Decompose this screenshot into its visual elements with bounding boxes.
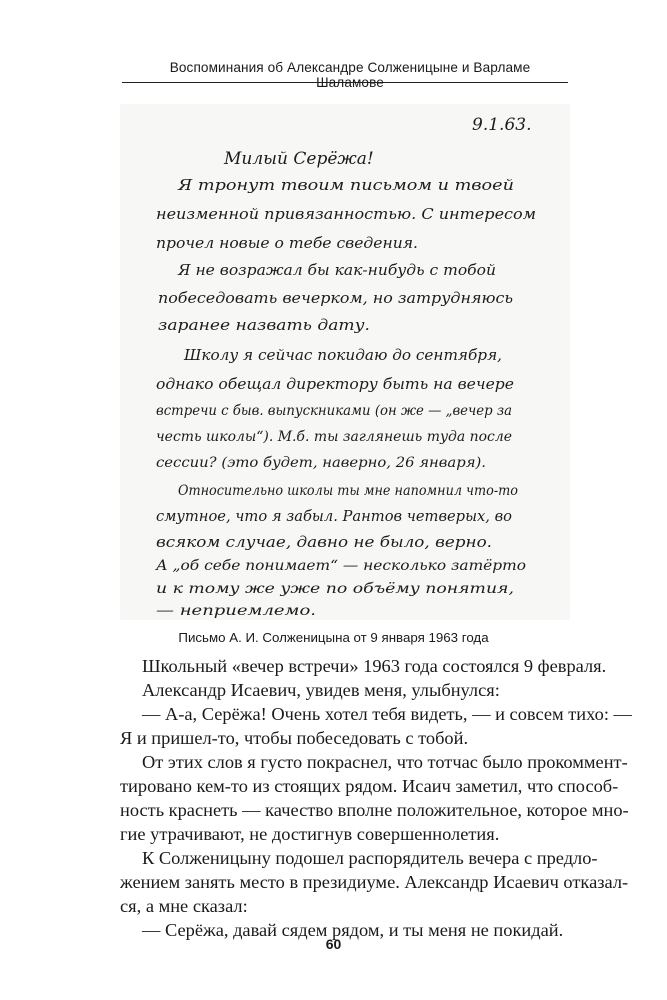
letter-line: А „об себе понимает“ — несколько затёрто (154, 558, 526, 574)
letter-line: Относительно школы ты мне напомнил что-то (178, 483, 518, 499)
letter-line: Милый Серёжа! (224, 149, 374, 169)
paragraph-line: К Солженицыну подошел распорядитель вечера с предло- (142, 848, 598, 868)
letter-line: Школу я сейчас покидаю до сентября, (182, 346, 502, 364)
letter-line: — неприемлемо. (156, 603, 316, 619)
letter-line: неизменной привязанностью. С интересом (156, 205, 536, 223)
dialogue-line: — Серёжа, давай сядем рядом, и ты меня не покидай. (142, 920, 564, 940)
letter-line: однако обещал директору быть на вечере (156, 375, 515, 393)
page-number: 60 (325, 936, 342, 952)
letter-line: встречи с быв. выпускниками (он же — „вечер за (156, 403, 512, 419)
figure-caption: Письмо А. И. Солженицына от 9 января 1963 года (178, 630, 489, 645)
paragraph-line: ность краснеть — качество вполне положительное, которое мно- (120, 800, 629, 820)
letter-line: и к тому же уже по объёму понятия, (156, 581, 514, 597)
letter-line: всяком случае, давно не было, верно. (156, 533, 492, 551)
handwritten-letter-image (120, 104, 570, 620)
paragraph-line: тировано кем-то из стоящих рядом. Исаич заметил, что способ- (120, 776, 619, 796)
letter-date: 9.1.63. (472, 115, 532, 135)
letter-line: заранее назвать дату. (158, 316, 370, 334)
paragraph-line: гие утрачивают, не достигнув совершеннолетия. (120, 824, 500, 844)
letter-line: смутное, что я забыл. Рантов четверых, во (156, 507, 512, 525)
paragraph-line: Александр Исаевич, увидев меня, улыбнулся: (142, 680, 500, 700)
letter-line: честь школы“). М.б. ты заглянешь туда после (156, 429, 512, 445)
letter-line: Я не возражал бы как-нибудь с тобой (176, 261, 496, 279)
dialogue-line: — А-а, Серёжа! Очень хотел тебя видеть, — и совсем тихо: — (142, 704, 632, 724)
body-text (120, 654, 632, 942)
running-header: Воспоминания об Александре Солженицыне и Варламе Шаламове (169, 60, 531, 90)
letter-line: побеседовать вечерком, но затрудняюсь (158, 289, 513, 307)
header-rule (122, 82, 568, 83)
letter-line: Я тронут твоим письмом и твоей (176, 176, 514, 194)
letter-line: прочел новые о тебе сведения. (156, 234, 418, 252)
letter-line: сессии? (это будет, наверно, 26 января). (156, 455, 486, 471)
paragraph-line: Школьный «вечер встречи» 1963 года состоялся 9 февраля. (142, 656, 607, 676)
dialogue-line: Я и пришел-то, чтобы побеседовать с тобой. (120, 728, 469, 748)
paragraph-line: От этих слов я густо покраснел, что тотчас было прокоммент- (142, 752, 628, 772)
paragraph-line: жением занять место в президиуме. Александр Исаевич отказал- (120, 872, 629, 892)
paragraph-line: ся, а мне сказал: (120, 896, 248, 916)
